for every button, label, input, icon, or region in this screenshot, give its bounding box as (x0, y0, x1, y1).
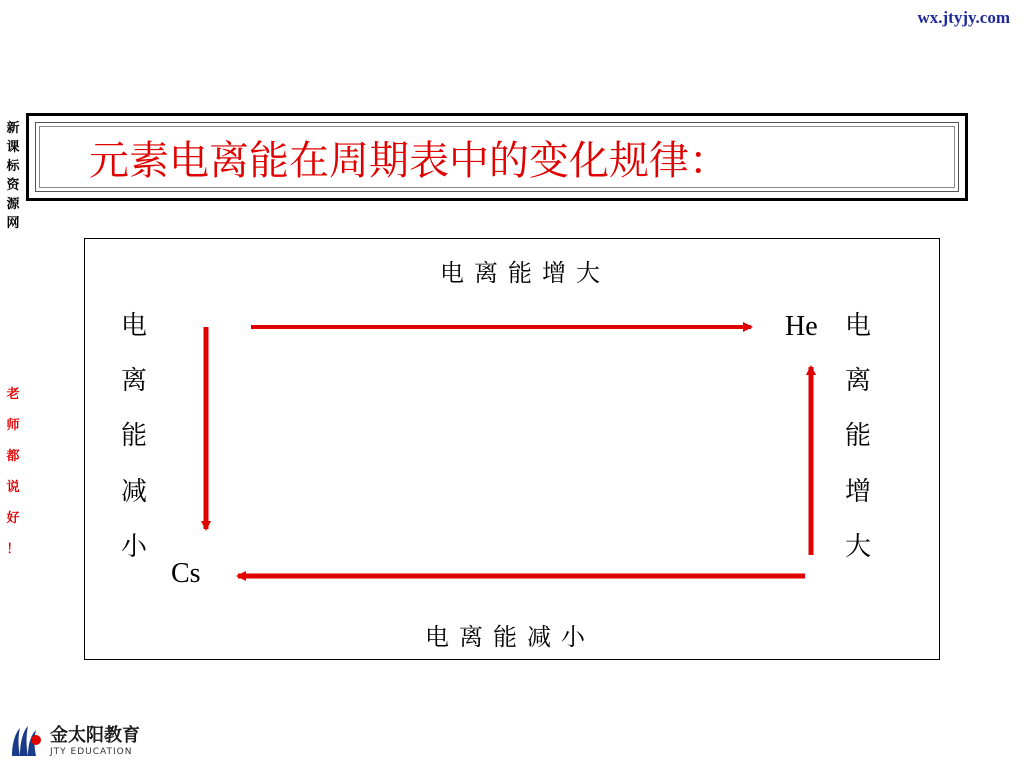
label-char: 离 (845, 366, 872, 397)
side-slogan-char: 说 (6, 480, 20, 495)
side-brand-vertical (4, 122, 22, 230)
logo-name-cn: 金太阳教育 (50, 725, 140, 746)
element-he: He (785, 311, 818, 342)
side-brand-char: 网 (6, 216, 20, 231)
brand-logo (6, 722, 140, 762)
site-url[interactable]: wx.jtyjy.com (917, 8, 1010, 27)
sun-logo-icon (6, 722, 46, 762)
side-slogan-char: ！ (6, 542, 20, 557)
label-char: 减 (121, 476, 148, 507)
label-char: 大 (845, 531, 872, 562)
label-char: 电 (845, 311, 872, 341)
side-slogan-char: 老 (6, 387, 20, 402)
label-increase-top: 电离能增大 (440, 259, 610, 287)
title-frame (26, 113, 968, 201)
side-slogan-char: 师 (6, 418, 20, 433)
side-brand-char: 新 (6, 121, 20, 136)
label-char: 能 (845, 421, 872, 452)
logo-name-en: JTY EDUCATION (50, 747, 133, 757)
ionization-energy-diagram (84, 238, 940, 660)
side-brand-char: 资 (6, 178, 20, 193)
label-char: 增 (845, 476, 872, 507)
label-decrease-bottom: 电离能减小 (425, 623, 595, 651)
side-slogan-char: 好 (6, 511, 20, 526)
label-decrease-left (121, 311, 147, 563)
label-char: 小 (121, 531, 148, 562)
element-cs: Cs (171, 558, 201, 589)
side-slogan-char: 都 (6, 449, 20, 464)
page-title: 元素电离能在周期表中的变化规律： (89, 137, 729, 184)
side-brand-char: 课 (6, 140, 20, 155)
label-increase-right (845, 311, 871, 563)
side-slogan-vertical (4, 388, 22, 556)
side-brand-char: 标 (6, 159, 20, 174)
arrow-layer (85, 239, 941, 661)
side-brand-char: 源 (6, 197, 20, 212)
label-char: 电 (121, 311, 148, 341)
label-char: 能 (121, 421, 148, 452)
label-char: 离 (121, 366, 148, 397)
